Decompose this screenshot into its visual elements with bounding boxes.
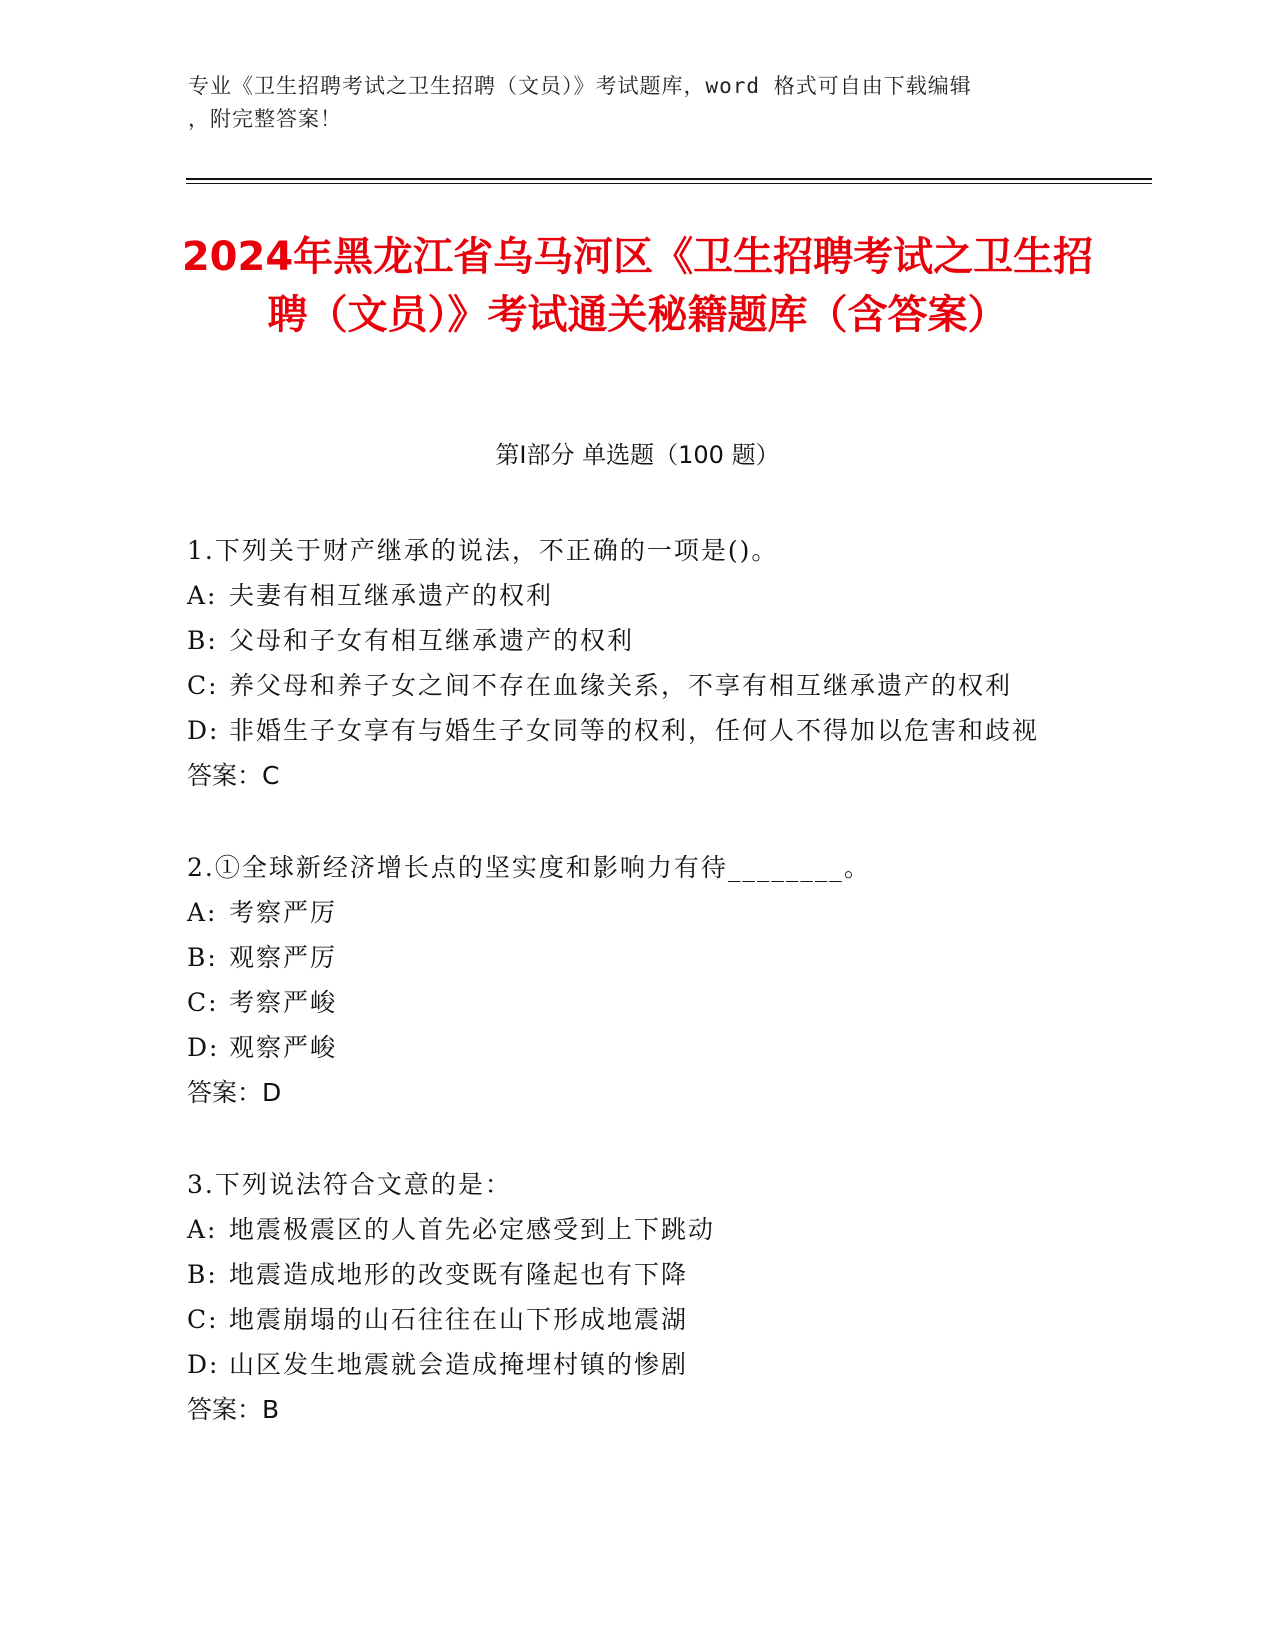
option-letter: D:	[187, 716, 220, 745]
option-d	[187, 1025, 1087, 1070]
option-letter: A:	[187, 898, 218, 927]
document-title: 2024年黑龙江省乌马河区《卫生招聘考试之卫生招聘（文员）》考试通关秘籍题库（含答案）	[181, 234, 1094, 338]
option-letter: C:	[187, 988, 219, 1017]
option-text: 考察严厉	[229, 898, 338, 927]
header-note-line-1: 专业《卫生招聘考试之卫生招聘（文员）》考试题库，word 格式可自由下载编辑	[188, 74, 972, 98]
option-d	[187, 708, 1087, 753]
option-letter: A:	[187, 581, 218, 610]
option-text: 观察严厉	[229, 943, 338, 972]
option-text: 父母和子女有相互继承遗产的权利	[229, 626, 635, 655]
option-text: 夫妻有相互继承遗产的权利	[229, 581, 554, 610]
option-text: 非婚生子女享有与婚生子女同等的权利，任何人不得加以危害和歧视	[229, 716, 1040, 745]
question-2	[187, 845, 1087, 1116]
question-stem: 1.下列关于财产继承的说法，不正确的一项是()。	[187, 536, 779, 565]
option-d	[187, 1342, 1087, 1387]
option-letter: C:	[187, 671, 219, 700]
option-c	[187, 663, 1087, 708]
question-list	[187, 528, 1087, 1479]
option-letter: B:	[187, 626, 218, 655]
answer-label: 答案：C	[187, 761, 280, 790]
option-b	[187, 1252, 1087, 1297]
answer-label: 答案：D	[187, 1078, 282, 1107]
option-letter: A:	[187, 1215, 218, 1244]
option-text: 养父母和养子女之间不存在血缘关系，不享有相互继承遗产的权利	[229, 671, 1013, 700]
answer-label: 答案：B	[187, 1395, 280, 1424]
option-a	[187, 890, 1087, 935]
option-letter: B:	[187, 1260, 218, 1289]
option-letter: C:	[187, 1305, 219, 1334]
header-note-line-2: ，附完整答案！	[188, 107, 342, 131]
header-divider-thick	[186, 178, 1152, 180]
option-text: 山区发生地震就会造成掩埋村镇的惨剧	[229, 1350, 689, 1379]
option-a	[187, 573, 1087, 618]
section-heading: 第Ⅰ部分 单选题（100 题）	[495, 441, 780, 469]
option-text: 考察严峻	[229, 988, 338, 1017]
option-text: 地震崩塌的山石往往在山下形成地震湖	[229, 1305, 689, 1334]
option-letter: D:	[187, 1033, 220, 1062]
option-letter: B:	[187, 943, 218, 972]
option-b	[187, 618, 1087, 663]
header-note	[188, 70, 1088, 136]
question-stem: 2.①全球新经济增长点的坚实度和影响力有待________。	[187, 853, 871, 882]
option-text: 地震造成地形的改变既有隆起也有下降	[229, 1260, 689, 1289]
option-letter: D:	[187, 1350, 220, 1379]
question-stem: 3.下列说法符合文意的是：	[187, 1170, 512, 1199]
header-divider-thin	[186, 183, 1152, 184]
option-b	[187, 935, 1087, 980]
option-c	[187, 980, 1087, 1025]
option-a	[187, 1207, 1087, 1252]
option-text: 观察严峻	[229, 1033, 338, 1062]
question-1	[187, 528, 1087, 799]
option-text: 地震极震区的人首先必定感受到上下跳动	[229, 1215, 716, 1244]
option-c	[187, 1297, 1087, 1342]
question-3	[187, 1162, 1087, 1433]
